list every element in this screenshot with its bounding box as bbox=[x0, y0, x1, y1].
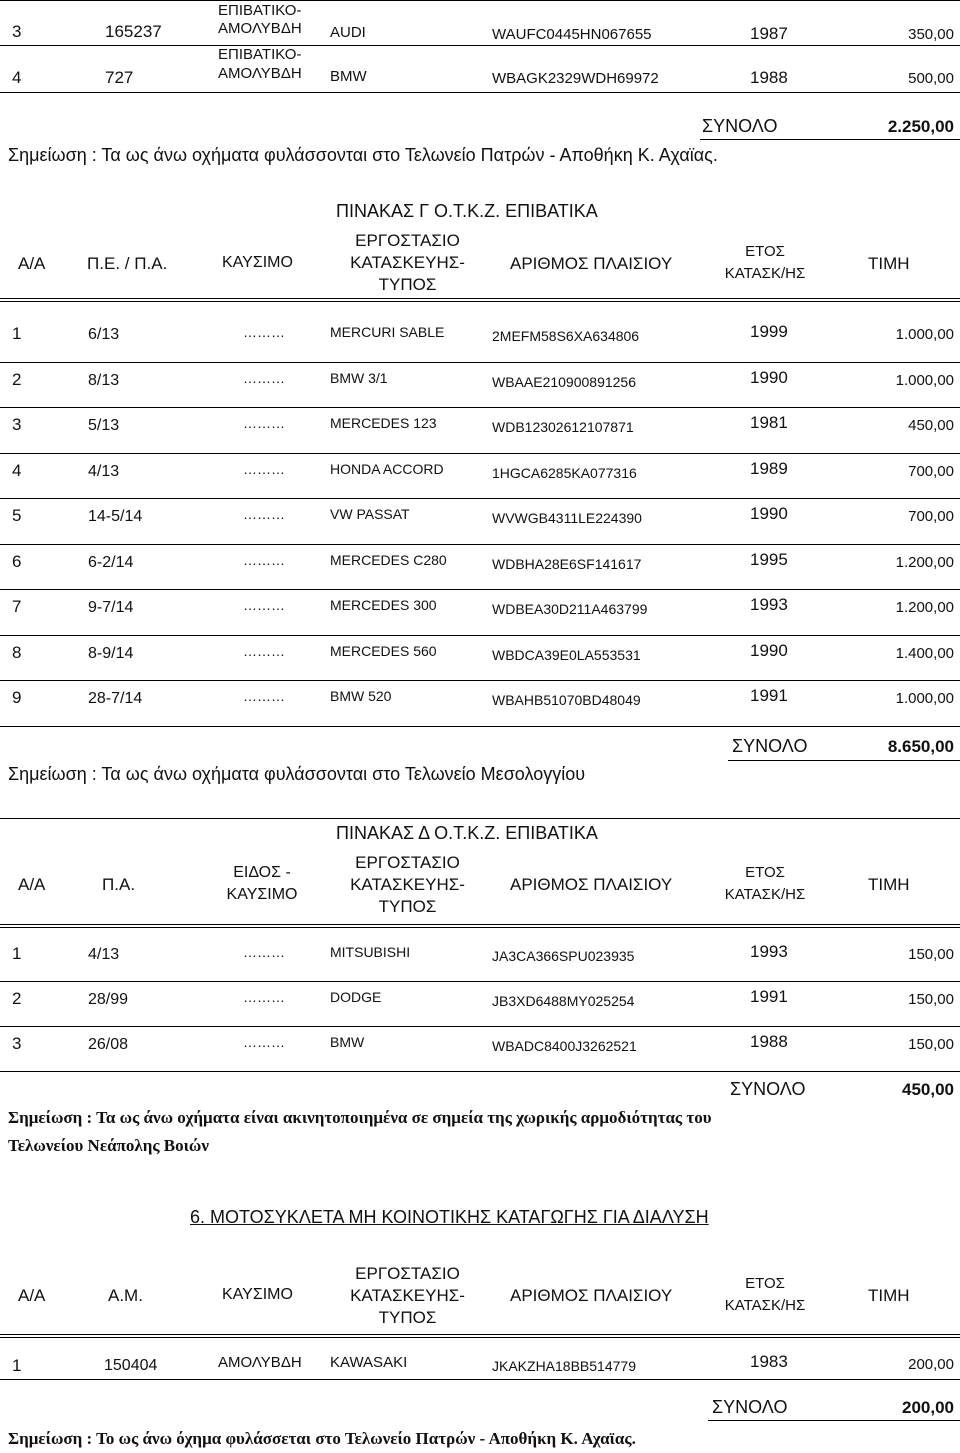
note-text-line1: Σημείωση : Τα ως άνω οχήματα είναι ακινητοποιημένα σε σημεία της χωρικής αρμοδιότητας του bbox=[8, 1108, 712, 1127]
cell-chassis: WBAAE210900891256 bbox=[492, 373, 636, 390]
header-am: Α.Μ. bbox=[108, 1286, 143, 1305]
section-title: 6. ΜΟΤΟΣΥΚΛΕΤΑ ΜΗ ΚΟΙΝΟΤΙΚΗΣ ΚΑΤΑΓΩΓΗΣ ΓΙΑ ΔΙΑΛΥΣΗ bbox=[190, 1207, 709, 1227]
cell-chassis: WAUFC0445HN067655 bbox=[492, 26, 652, 43]
cell-pe: 9-7/14 bbox=[88, 599, 134, 616]
cell-year: 1987 bbox=[750, 24, 788, 43]
cell-aa: 4 bbox=[12, 68, 22, 87]
cell-year: 1988 bbox=[750, 1032, 788, 1051]
cell-pe: 727 bbox=[105, 68, 134, 87]
cell-pe: 6/13 bbox=[88, 326, 120, 343]
row-divider bbox=[0, 981, 960, 982]
row-divider bbox=[0, 498, 960, 499]
cell-aa: 2 bbox=[12, 989, 22, 1008]
cell-make: MITSUBISHI bbox=[330, 944, 411, 960]
header-chassis: ΑΡΙΘΜΟΣ ΠΛΑΙΣΙΟΥ bbox=[510, 254, 673, 273]
cell-pe: 28/99 bbox=[88, 991, 129, 1008]
cell-year: 1989 bbox=[750, 458, 788, 478]
header-make-line2: ΚΑΤΑΣΚΕΥΗΣ- bbox=[350, 875, 465, 894]
cell-year: 1983 bbox=[750, 1352, 788, 1371]
cell-price: 150,00 bbox=[908, 946, 954, 963]
row-divider bbox=[0, 1379, 960, 1380]
cell-aa: 6 bbox=[12, 551, 22, 571]
cell-make: BMW bbox=[330, 68, 367, 85]
header-year-line2: ΚΑΤΑΣΚ/ΗΣ bbox=[724, 886, 806, 903]
cell-fuel: ……… bbox=[243, 642, 285, 659]
cell-price: 150,00 bbox=[908, 1036, 954, 1053]
header-make bbox=[335, 1263, 480, 1329]
header-make-line3: ΤΥΠΟΣ bbox=[378, 1308, 437, 1327]
cell-make: KAWASAKI bbox=[330, 1354, 408, 1371]
cell-pe: 8/13 bbox=[88, 371, 120, 389]
cell-fuel: ……… bbox=[243, 460, 285, 477]
cell-aa: 5 bbox=[12, 506, 22, 525]
header-year-line2: ΚΑΤΑΣΚ/ΗΣ bbox=[724, 1297, 806, 1314]
cell-year: 1991 bbox=[750, 686, 788, 705]
cell-year: 1993 bbox=[750, 595, 788, 614]
cell-aa: 8 bbox=[12, 642, 22, 662]
cell-year: 1990 bbox=[750, 367, 788, 387]
cell-aa: 2 bbox=[12, 369, 22, 389]
cell-pe: 26/08 bbox=[88, 1036, 129, 1053]
row-divider bbox=[0, 362, 960, 363]
cell-pe: 8-9/14 bbox=[88, 644, 134, 662]
cell-price: 700,00 bbox=[908, 508, 954, 525]
header-divider bbox=[0, 1334, 960, 1335]
cell-fuel-line1: ΕΠΙΒΑΤΙΚΟ- bbox=[218, 46, 302, 63]
cell-price: 150,00 bbox=[908, 991, 954, 1008]
header-fuel-line2: ΚΑΥΣΙΜΟ bbox=[226, 886, 298, 903]
cell-year: 1981 bbox=[750, 413, 788, 432]
cell-fuel-line2: ΑΜΟΛΥΒΔΗ bbox=[218, 20, 302, 37]
total-label: ΣΥΝΟΛΟ bbox=[702, 116, 778, 136]
cell-price: 450,00 bbox=[908, 417, 954, 434]
cell-year: 1995 bbox=[750, 549, 788, 569]
cell-year: 1988 bbox=[750, 68, 788, 87]
cell-make: MERCEDES 123 bbox=[330, 415, 437, 431]
header-make-line2: ΚΑΤΑΣΚΕΥΗΣ- bbox=[350, 253, 465, 272]
header-make-line1: ΕΡΓΟΣΤΑΣΙΟ bbox=[355, 1264, 460, 1283]
total-label: ΣΥΝΟΛΟ bbox=[712, 1397, 788, 1417]
cell-aa: 3 bbox=[12, 1034, 22, 1053]
header-fuel bbox=[212, 862, 312, 906]
cell-fuel: ……… bbox=[243, 688, 285, 704]
cell-chassis: 1HGCA6285KA077316 bbox=[492, 464, 637, 481]
top-divider bbox=[0, 818, 960, 819]
header-make-line3: ΤΥΠΟΣ bbox=[378, 275, 437, 294]
row-divider bbox=[0, 635, 960, 636]
cell-make: BMW 520 bbox=[330, 688, 392, 704]
header-make bbox=[335, 230, 480, 296]
cell-make: VW PASSAT bbox=[330, 506, 410, 522]
cell-pe: 4/13 bbox=[88, 946, 120, 963]
header-make bbox=[335, 852, 480, 918]
total-value: 450,00 bbox=[902, 1080, 954, 1099]
row-divider bbox=[0, 544, 960, 545]
cell-price: 700,00 bbox=[908, 462, 954, 480]
cell-chassis: WBAHB51070BD48049 bbox=[492, 692, 641, 708]
header-year-line1: ΕΤΟΣ bbox=[745, 1275, 785, 1292]
cell-year: 1993 bbox=[750, 942, 788, 961]
row-divider bbox=[0, 1071, 960, 1072]
cell-aa: 1 bbox=[12, 1356, 22, 1375]
cell-make: HONDA ACCORD bbox=[330, 460, 444, 477]
cell-fuel: ……… bbox=[243, 415, 285, 431]
cell-price: 1.200,00 bbox=[895, 553, 954, 571]
header-fuel: ΚΑΥΣΙΜΟ bbox=[222, 1286, 293, 1303]
cell-fuel: ……… bbox=[243, 506, 285, 522]
cell-chassis: JKAKZHA18BB514779 bbox=[492, 1358, 636, 1374]
header-make-line2: ΚΑΤΑΣΚΕΥΗΣ- bbox=[350, 1286, 465, 1305]
header-fuel-line1: ΕΙΔΟΣ - bbox=[233, 864, 291, 881]
cell-chassis: JB3XD6488MY025254 bbox=[492, 993, 635, 1009]
cell-year: 1999 bbox=[750, 322, 788, 341]
cell-fuel: ……… bbox=[243, 324, 285, 340]
cell-price: 1.000,00 bbox=[895, 371, 954, 389]
cell-fuel-line1: ΕΠΙΒΑΤΙΚΟ- bbox=[218, 2, 302, 19]
header-aa: Α/Α bbox=[18, 875, 46, 894]
table-title: ΠΙΝΑΚΑΣ Γ Ο.Τ.Κ.Ζ. ΕΠΙΒΑΤΙΚΑ bbox=[336, 201, 598, 221]
cell-aa: 4 bbox=[12, 460, 22, 480]
header-pe: Π.Α. bbox=[102, 875, 136, 894]
total-value: 2.250,00 bbox=[887, 117, 954, 136]
total-value: 8.650,00 bbox=[887, 737, 954, 756]
cell-aa: 1 bbox=[12, 944, 22, 963]
cell-chassis: WDBHA28E6SF141617 bbox=[492, 555, 642, 572]
cell-fuel: ……… bbox=[243, 989, 285, 1005]
header-divider bbox=[0, 924, 960, 925]
row-divider bbox=[0, 92, 960, 93]
header-price: ΤΙΜΗ bbox=[868, 1286, 910, 1305]
row-divider bbox=[0, 0, 960, 1]
cell-price: 1.000,00 bbox=[895, 690, 954, 707]
row-divider bbox=[0, 680, 960, 681]
cell-aa: 3 bbox=[12, 415, 22, 434]
header-year-line1: ΕΤΟΣ bbox=[745, 864, 785, 881]
row-divider bbox=[0, 453, 960, 454]
cell-make: MERCEDES 560 bbox=[330, 642, 437, 659]
cell-aa: 3 bbox=[12, 22, 22, 41]
header-make-line1: ΕΡΓΟΣΤΑΣΙΟ bbox=[355, 853, 460, 872]
cell-pe: 4/13 bbox=[88, 462, 120, 480]
cell-chassis: WDBEA30D211A463799 bbox=[492, 601, 648, 617]
header-year bbox=[720, 1273, 810, 1317]
header-make-line3: ΤΥΠΟΣ bbox=[378, 897, 437, 916]
total-label: ΣΥΝΟΛΟ bbox=[730, 1079, 806, 1099]
row-divider bbox=[0, 726, 960, 727]
cell-pe: 28-7/14 bbox=[88, 690, 143, 707]
header-divider bbox=[0, 301, 960, 302]
row-divider bbox=[0, 407, 960, 408]
cell-make: MERCEDES C280 bbox=[330, 551, 447, 568]
total-underline bbox=[700, 139, 960, 140]
header-aa: Α/Α bbox=[18, 1286, 46, 1305]
cell-year: 1990 bbox=[750, 504, 788, 523]
cell-chassis: WBADC8400J3262521 bbox=[492, 1038, 637, 1054]
cell-make: MERCURI SABLE bbox=[330, 324, 445, 340]
header-year-line1: ΕΤΟΣ bbox=[745, 243, 785, 260]
header-year-line2: ΚΑΤΑΣΚ/ΗΣ bbox=[724, 265, 806, 282]
cell-fuel: ΑΜΟΛΥΒΔΗ bbox=[218, 1354, 302, 1371]
header-pe: Π.Ε. / Π.Α. bbox=[87, 254, 168, 273]
header-fuel: ΚΑΥΣΙΜΟ bbox=[222, 254, 293, 271]
header-aa: Α/Α bbox=[18, 254, 46, 273]
cell-make: DODGE bbox=[330, 989, 382, 1005]
header-year bbox=[720, 241, 810, 285]
header-divider bbox=[0, 298, 960, 299]
total-value: 200,00 bbox=[902, 1398, 954, 1417]
total-underline bbox=[728, 760, 960, 761]
note-text-line2: Τελωνείου Νεάπολης Βοιών bbox=[8, 1136, 209, 1155]
cell-price: 500,00 bbox=[908, 70, 954, 87]
header-price: ΤΙΜΗ bbox=[868, 875, 910, 894]
cell-make: AUDI bbox=[330, 24, 366, 41]
header-chassis: ΑΡΙΘΜΟΣ ΠΛΑΙΣΙΟΥ bbox=[510, 875, 673, 894]
header-year bbox=[720, 862, 810, 906]
cell-pe: 5/13 bbox=[88, 417, 120, 434]
row-divider bbox=[0, 1026, 960, 1027]
cell-chassis: JA3CA366SPU023935 bbox=[492, 948, 635, 964]
cell-fuel: ……… bbox=[243, 369, 285, 386]
total-underline bbox=[708, 1420, 960, 1421]
header-make-line1: ΕΡΓΟΣΤΑΣΙΟ bbox=[355, 231, 460, 250]
row-divider bbox=[0, 589, 960, 590]
cell-year: 1990 bbox=[750, 640, 788, 660]
cell-aa: 7 bbox=[12, 597, 22, 616]
cell-make: BMW 3/1 bbox=[330, 369, 388, 386]
cell-price: 1.400,00 bbox=[895, 644, 954, 662]
cell-fuel-line2: ΑΜΟΛΥΒΔΗ bbox=[218, 65, 302, 82]
cell-price: 1.200,00 bbox=[895, 599, 954, 616]
row-divider bbox=[0, 45, 960, 46]
cell-chassis: WBDCA39E0LA553531 bbox=[492, 646, 641, 663]
cell-price: 200,00 bbox=[908, 1356, 954, 1373]
cell-fuel: ……… bbox=[243, 944, 285, 960]
note-text: Σημείωση : Τα ως άνω οχήματα φυλάσσονται στο Τελωνείο Μεσολογγίου bbox=[8, 764, 586, 784]
total-label: ΣΥΝΟΛΟ bbox=[732, 736, 808, 756]
header-divider bbox=[0, 927, 960, 928]
cell-price: 1.000,00 bbox=[895, 326, 954, 343]
cell-pe: 6-2/14 bbox=[88, 553, 134, 571]
cell-pe: 165237 bbox=[105, 22, 162, 41]
cell-year: 1991 bbox=[750, 987, 788, 1006]
table-title: ΠΙΝΑΚΑΣ Δ Ο.Τ.Κ.Ζ. ΕΠΙΒΑΤΙΚΑ bbox=[336, 823, 598, 843]
note-text: Σημείωση : Τα ως άνω οχήματα φυλάσσονται στο Τελωνείο Πατρών - Αποθήκη Κ. Αχαϊας. bbox=[8, 145, 718, 165]
cell-chassis: WDB12302612107871 bbox=[492, 419, 634, 435]
cell-price: 350,00 bbox=[908, 26, 954, 43]
cell-aa: 9 bbox=[12, 688, 22, 707]
header-chassis: ΑΡΙΘΜΟΣ ΠΛΑΙΣΙΟΥ bbox=[510, 1286, 673, 1305]
cell-chassis: 2MEFM58S6XA634806 bbox=[492, 328, 640, 344]
cell-fuel: ……… bbox=[243, 551, 285, 568]
cell-make: MERCEDES 300 bbox=[330, 597, 437, 613]
header-price: ΤΙΜΗ bbox=[868, 254, 910, 273]
cell-make: BMW bbox=[330, 1034, 365, 1050]
cell-am: 150404 bbox=[104, 1357, 158, 1374]
cell-fuel: ……… bbox=[243, 1034, 285, 1050]
cell-chassis: WBAGK2329WDH69972 bbox=[492, 70, 659, 87]
cell-pe: 14-5/14 bbox=[88, 508, 143, 525]
header-divider bbox=[0, 1337, 960, 1338]
cell-fuel: ……… bbox=[243, 597, 285, 613]
note-text: Σημείωση : Το ως άνω όχημα φυλάσσεται στο Τελωνείο Πατρών - Αποθήκη Κ. Αχαϊας. bbox=[8, 1429, 636, 1448]
cell-chassis: WVWGB4311LE224390 bbox=[492, 510, 642, 526]
cell-aa: 1 bbox=[12, 324, 22, 343]
